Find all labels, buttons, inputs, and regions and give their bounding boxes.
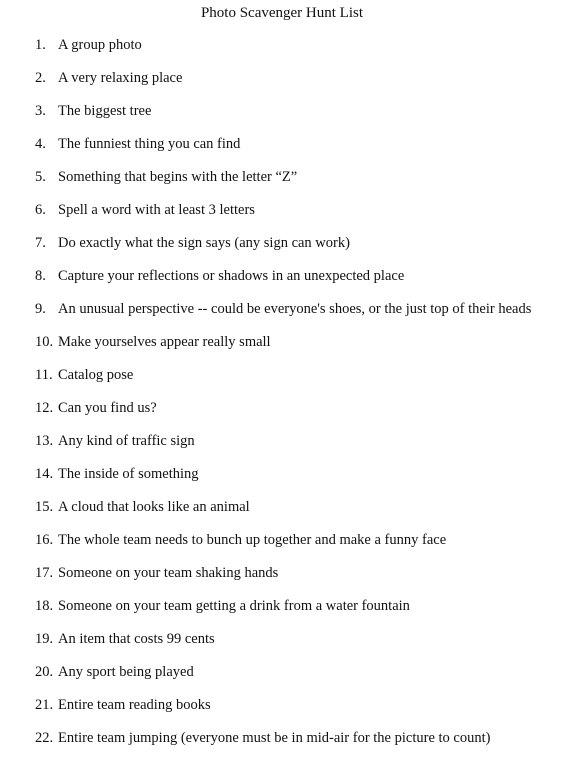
- list-item: [0, 35, 564, 55]
- item-text: A group photo: [58, 37, 142, 53]
- item-text: Any kind of traffic sign: [58, 433, 195, 449]
- list-item: [0, 530, 564, 550]
- item-text: Capture your reflections or shadows in an unexpected place: [58, 268, 405, 284]
- item-text: Do exactly what the sign says (any sign can work): [58, 235, 350, 251]
- list-item: [0, 563, 564, 583]
- list-item: [0, 200, 564, 220]
- item-number: 10.: [35, 334, 54, 350]
- item-number: 6.: [35, 202, 46, 218]
- item-number: 2.: [35, 70, 46, 86]
- item-number: 18.: [35, 598, 54, 614]
- item-text: An unusual perspective -- could be everyone's shoes, or the just top of their heads: [58, 301, 532, 317]
- item-text: The whole team needs to bunch up together and make a funny face: [58, 532, 447, 548]
- item-number: 17.: [35, 565, 54, 581]
- list-item: [0, 464, 564, 484]
- list-item: [0, 332, 564, 352]
- list-item: [0, 695, 564, 715]
- item-text: The biggest tree: [58, 103, 152, 119]
- list-item: [0, 398, 564, 418]
- item-text: A very relaxing place: [58, 70, 183, 86]
- list-item: [0, 662, 564, 682]
- item-text: Any sport being played: [58, 664, 194, 680]
- list-item: [0, 266, 564, 286]
- item-number: 5.: [35, 169, 46, 185]
- item-text: Can you find us?: [58, 400, 157, 416]
- item-number: 1.: [35, 37, 46, 53]
- item-text: A cloud that looks like an animal: [58, 499, 250, 515]
- list-item: [0, 101, 564, 121]
- item-text: An item that costs 99 cents: [58, 631, 215, 647]
- item-number: 14.: [35, 466, 54, 482]
- list-item: [0, 365, 564, 385]
- list-item: [0, 167, 564, 187]
- item-number: 9.: [35, 301, 46, 317]
- item-number: 12.: [35, 400, 54, 416]
- item-number: 4.: [35, 136, 46, 152]
- list-item: [0, 497, 564, 517]
- list-item: [0, 68, 564, 88]
- list-item: [0, 134, 564, 154]
- item-text: Entire team reading books: [58, 697, 211, 713]
- item-text: Someone on your team shaking hands: [58, 565, 279, 581]
- item-number: 3.: [35, 103, 46, 119]
- item-number: 21.: [35, 697, 54, 713]
- list-item: [0, 233, 564, 253]
- list-item: [0, 299, 564, 319]
- list-item: [0, 629, 564, 649]
- item-number: 22.: [35, 730, 54, 746]
- item-number: 11.: [35, 367, 53, 383]
- item-number: 19.: [35, 631, 54, 647]
- item-number: 8.: [35, 268, 46, 284]
- item-number: 15.: [35, 499, 54, 515]
- item-text: Make yourselves appear really small: [58, 334, 271, 350]
- item-number: 16.: [35, 532, 54, 548]
- item-number: 7.: [35, 235, 46, 251]
- list-item: [0, 431, 564, 451]
- item-text: The inside of something: [58, 466, 199, 482]
- document-title: Photo Scavenger Hunt List: [200, 5, 364, 21]
- list-item: [0, 728, 564, 748]
- item-number: 13.: [35, 433, 54, 449]
- item-text: Spell a word with at least 3 letters: [58, 202, 255, 218]
- item-text: Catalog pose: [58, 367, 134, 383]
- item-text: Entire team jumping (everyone must be in mid-air for the picture to count): [58, 730, 491, 746]
- item-text: Someone on your team getting a drink from a water fountain: [58, 598, 410, 614]
- list-item: [0, 596, 564, 616]
- item-text: Something that begins with the letter “Z”: [58, 169, 298, 185]
- item-number: 20.: [35, 664, 54, 680]
- item-text: The funniest thing you can find: [58, 136, 241, 152]
